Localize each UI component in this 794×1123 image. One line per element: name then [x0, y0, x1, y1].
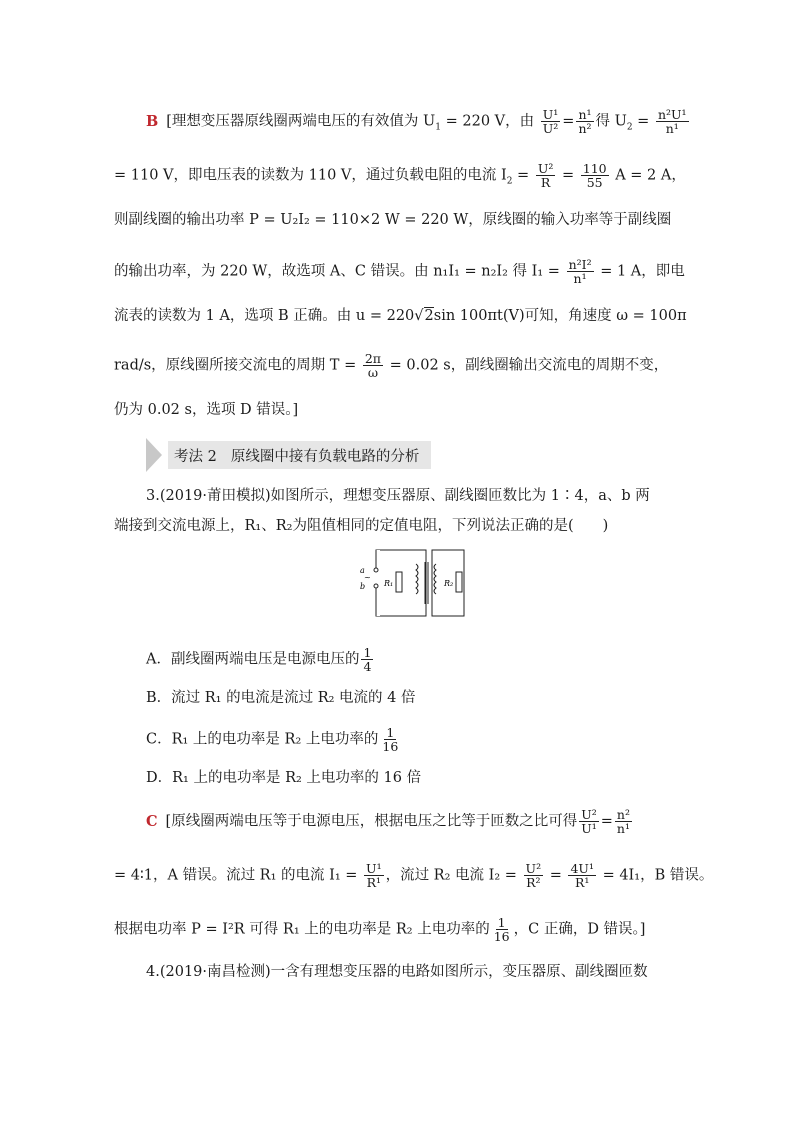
q2-line-2: = 110 V，即电压表的读数为 110 V，通过负载电阻的电流 $I_2$ = $\frac{\text{U²}}{R}$ = $\frac{110}{55}$ A = 2 A， — [114, 161, 686, 190]
terminal-a: a — [360, 566, 365, 575]
fraction: $\frac{\text{U²}}{\text{U¹}}$ — [581, 807, 597, 836]
option-a: A．副线圈两端电压是电源电压的 $\frac{1}{4}$ — [146, 645, 372, 674]
q2-line-7: 仍为 0.02 s，选项 D 错误。] — [114, 402, 299, 418]
answer-letter: B — [146, 112, 159, 130]
fraction: $\frac{\text{n¹}}{\text{n²}}$ — [578, 107, 592, 136]
fraction: $\frac{110}{55}$ — [582, 161, 607, 190]
q3-answer-1: C [原线圈两端电压等于电源电压，根据电压之比等于匝数之比可得 $\frac{\text{U²}}{\text{U¹}}$ = $\frac{\text{n²}}{\text{n¹}}$ — [146, 807, 630, 836]
fraction: $\frac{\text{U²}}{R}$ — [537, 161, 554, 190]
option-b: B．流过 R₁ 的电流是流过 R₂ 电流的 4 倍 — [146, 690, 416, 706]
section-header — [146, 438, 431, 472]
label-r2: R₂ — [444, 579, 454, 588]
fraction: $\frac{1}{16}$ — [382, 725, 399, 754]
q3-stem-1: 3.(2019·莆田模拟)如图所示，理想变压器原、副线圈匝数比为 1∶4，a、b 两 — [146, 488, 650, 504]
fraction: $\frac{1}{4}$ — [363, 645, 372, 674]
fraction: $\frac{\text{n²U¹}}{\text{n¹}}$ — [657, 107, 687, 136]
arrow-icon — [146, 438, 162, 472]
q2-line-4: 的输出功率，为 220 W，故选项 A、C 错误。由 n₁I₁ = n₂I₂ 得 I₁ = $\frac{\text{n²I²}}{\text{n¹}}$ = 1 A，即电 — [114, 257, 685, 286]
circuit-diagram — [350, 546, 470, 622]
fraction: $\frac{\text{4U¹}}{\text{R¹}}$ — [570, 861, 594, 890]
fraction: $\frac{\text{n²I²}}{\text{n¹}}$ — [568, 257, 592, 286]
option-c: C．R₁ 上的电功率是 R₂ 上电功率的 $\frac{1}{16}$ — [146, 725, 399, 754]
fraction: $\frac{\text{U¹}}{\text{R¹}}$ — [366, 861, 382, 890]
fraction: $\frac{\text{n²}}{\text{n¹}}$ — [616, 807, 630, 836]
label-r1: R₁ — [384, 579, 394, 588]
option-d: D．R₁ 上的电功率是 R₂ 上电功率的 16 倍 — [146, 770, 422, 786]
q3-answer-2: = 4∶1，A 错误。流过 R₁ 的电流 I₁ = $\frac{\text{U¹}}{\text{R¹}}$ ，流过 R₂ 电流 I₂ = $\frac{\text{U²}}{\text{R²}}$ = $\frac{\text{4U¹}}{\text{R¹}}$ = 4I₁，B 错误。 — [114, 861, 714, 890]
section-label: 考法 2 — [174, 448, 217, 465]
fraction: $\frac{\text{U¹}}{\text{U²}}$ — [542, 107, 559, 136]
q2-line-3: 则副线圈的输出功率 P = U₂I₂ = 110×2 W = 220 W，原线圈的输入功率等于副线圈 — [114, 212, 672, 228]
q3-answer-3: 根据电功率 P = I²R 可得 R₁ 上的电功率是 R₂ 上电功率的 $\frac{1}{16}$ ，C 正确，D 错误。] — [114, 915, 646, 944]
q4-stem-1: 4.(2019·南昌检测)一含有理想变压器的电路如图所示，变压器原、副线圈匝数 — [146, 964, 648, 980]
fraction: $\frac{2\pi}{\omega}$ — [364, 351, 382, 380]
fraction: $\frac{\text{U²}}{\text{R²}}$ — [525, 861, 542, 890]
q3-stem-2: 端接到交流电源上，R₁、R₂为阻值相同的定值电阻，下列说法正确的是( ) — [114, 518, 609, 534]
q2-line-1: B [理想变压器原线圈两端电压的有效值为 $U_1 = 220$ V，由 $\frac{\text{U¹}}{\text{U²}}$ = $\frac{\text{n¹}}{\text{n²}}$ 得 $U_2$ = $\frac{\text{n²U¹}}{\text{n¹}}$ — [146, 107, 687, 136]
sqrt-icon: √ — [414, 308, 424, 324]
q2-line-6: rad/s，原线圈所接交流电的周期 T = $\frac{2\pi}{\omega}$ = 0.02 s，副线圈输出交流电的周期不变， — [114, 351, 669, 380]
section-title: 原线圈中接有负载电路的分析 — [230, 448, 420, 465]
ac-symbol: ~ — [364, 573, 371, 582]
fraction: $\frac{1}{16}$ — [493, 915, 510, 944]
terminal-b: b — [360, 582, 366, 591]
q2-line-5: 流表的读数为 1 A，选项 B 正确。由 u = 220√2sin 100πt(V)可知，角速度 ω = 100π — [114, 308, 687, 324]
answer-letter: C — [146, 812, 158, 830]
